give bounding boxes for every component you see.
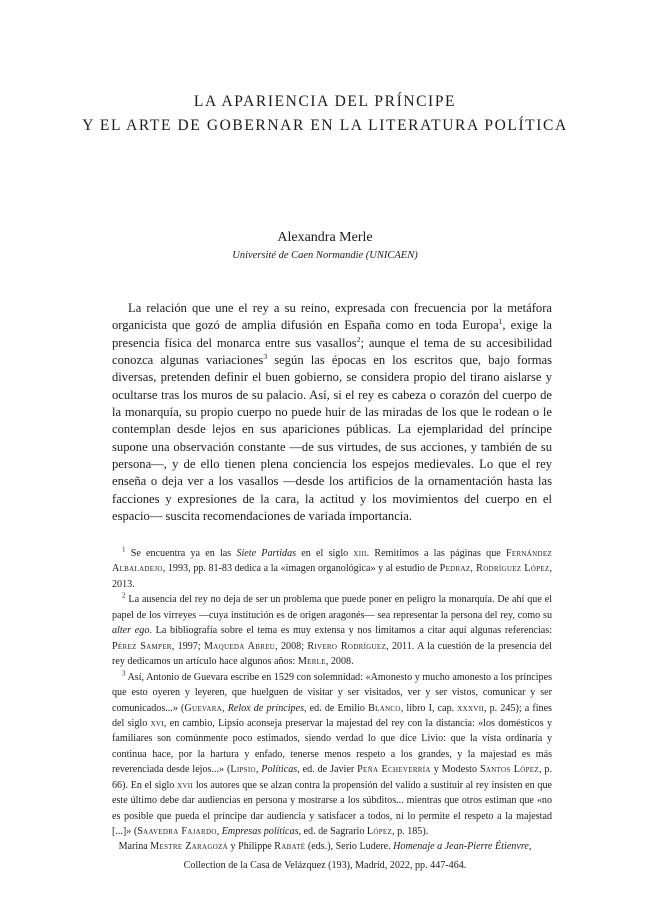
note-text: , — [222, 702, 228, 714]
footnote-number: 1 — [122, 545, 126, 554]
note-text: , 1997; — [171, 640, 204, 652]
author-affiliation: Université de Caen Normandie (UNICAEN) — [232, 250, 418, 261]
footnote-1 — [112, 546, 552, 592]
note-italic: Siete Partidas — [236, 548, 297, 559]
note-text: y Modesto — [430, 764, 480, 776]
cited-author: Saavedra Fajardo — [137, 826, 217, 838]
note-text: los autores que se alzan contra la propensión del valido a sustituir al rey insisten en que este último debe dar audiencias en persona y mostrarse a los súbditos... mientras que otros estiman que «no es posible que pueda el príncipe dar audiencia y satisfacer a todos, ni lo permite el respeto a la majestad [...]» ( — [112, 779, 552, 838]
editor-name: Rabaté — [274, 841, 306, 852]
footnote-3 — [112, 670, 552, 840]
note-text: Se encuentra ya en las — [130, 548, 237, 559]
citation-text: y Philippe — [228, 841, 275, 852]
note-italic: alter ego — [112, 625, 150, 637]
footnote-number: 2 — [122, 592, 126, 600]
body-text-segment: ; aunque el tema de su accesibilidad conozca algunas variaciones — [112, 335, 552, 368]
cited-author: Blanco — [368, 702, 401, 714]
footnotes — [112, 546, 552, 840]
note-text: , — [255, 764, 262, 776]
body-paragraph — [112, 300, 552, 525]
citation-text: Marina — [118, 841, 151, 852]
cited-author: Maqueda Abreu — [203, 640, 276, 652]
note-italic: Políticas — [261, 764, 298, 776]
note-text: , — [216, 826, 222, 838]
note-text: , 1993, pp. 81-83 dedica a la «imagen organológica» y al estudio de — [162, 563, 440, 575]
footnote-number: 3 — [122, 669, 126, 678]
body-text-segment: , exige la presencia física del monarca entre sus vasallos — [112, 318, 552, 350]
footnote-2 — [112, 592, 552, 669]
note-text: , libro I, cap. — [400, 702, 458, 714]
cited-author: Rivero Rodríguez — [307, 640, 387, 652]
chapter-title-line-2: Y EL ARTE DE GOBERNAR EN LA LITERATURA POLÍTICA — [82, 117, 568, 134]
note-smallcaps: xxxvii — [457, 702, 484, 714]
note-smallcaps: xvi — [150, 717, 164, 729]
note-text: , ed. de Emilio — [304, 702, 369, 714]
citation-text: (eds.), Serio Ludere. — [305, 841, 394, 852]
footnote-ref-1[interactable]: 1 — [498, 317, 503, 327]
note-text: en el siglo — [296, 548, 354, 559]
cited-author: Pérez Samper — [112, 640, 172, 652]
note-italic: Relox de príncipes — [227, 702, 305, 714]
note-text: , 2008; — [275, 640, 308, 652]
cited-author: Lipsio — [230, 764, 256, 776]
chapter-title — [0, 90, 650, 138]
note-text: , p. 66). En el siglo — [112, 764, 552, 791]
note-text: , 2008. — [325, 656, 354, 668]
cited-author: Peña Echeverría — [357, 764, 431, 776]
body-text — [112, 300, 552, 525]
book-title: Homenaje a Jean-Pierre Étienvre — [393, 841, 529, 852]
note-text: . Remitimos a las páginas que — [366, 548, 506, 559]
note-text: , ed. de Javier — [297, 764, 358, 776]
note-text: , p. 185). — [392, 826, 429, 838]
body-text-segment: La relación que une el rey a su reino, expresada con frecuencia por la metáfora organicista que gozó de amplia difusión en España como en toda Europa — [112, 301, 552, 333]
note-text: , p. 245); a fines del siglo — [112, 702, 552, 729]
body-text-segment: según las épocas en los escritos que, bajo formas diversas, pretenden definir el buen gobierno, se considera propio del tirano aislarse y ocultarse tras los muros de su palacio. Así, si el rey es cabeza o corazón del cuerpo de la monarquía, su propio cuerpo no puede huir de las miradas de los que le rodean o le contemplan desde lejos en sus apariciones públicas. La ejemplaridad del príncipe supone una observación constante —de sus virtudes, de sus acciones, y también de su persona—, y de ello tienen plena conciencia los espejos medievales. Lo que el rey enseña o deja ver a los vasallos —desde los artificios de la ornamentación hasta las facciones y expresiones de la cara, la actitud y los movimientos del cuerpo en el espacio— suscita recomendaciones de variada importancia. — [112, 353, 553, 524]
author-name: Alexandra Merle — [277, 230, 373, 245]
note-text: Así, Antonio de Guevara escribe en 1529 con solemnidad: «Amonesto y mucho amonesto a los príncipes que esto oyeren y leyeren, que huelguen de visitar y ser visitados, ver y ser vistos, comunicar y ser comunicados...» ( — [112, 671, 552, 714]
cited-author: Santos López — [479, 764, 539, 776]
cited-author: Guevara — [184, 702, 223, 714]
note-text: . La bibliografía sobre el tema es muy extensa y nos limitamos a citar aquí algunas referencias: — [149, 625, 552, 637]
cited-author: López — [366, 826, 393, 838]
chapter-title-line-1: LA APARIENCIA DEL PRÍNCIPE — [193, 93, 457, 110]
citation-line-2: Collection de la Casa de Velázquez (193), Madrid, 2022, pp. 447-464. — [183, 859, 467, 871]
cited-author: Pedraz, Rodríguez López — [439, 563, 550, 575]
cited-author: Merle — [297, 656, 326, 668]
footnote-ref-3[interactable]: 3 — [263, 351, 268, 361]
cited-author: Fernández Albaladejo — [112, 548, 552, 575]
citation-footer — [0, 838, 650, 875]
note-text: , 2013. — [112, 563, 552, 590]
footnote-ref-2[interactable]: 2 — [356, 334, 361, 344]
citation-text: , — [528, 841, 532, 852]
note-text: , en cambio, Lipsio aconseja preservar la majestad del rey con la distancia: «los domésticos y familiares son comúnmente poco estimados, siendo verdad lo que dice Livio: que la vista ordinaria y continua hace, por la hartura y enfado, tenerse menos respeto a los grandes, y la majestad es más reverenciada desde lejos...» ( — [112, 717, 552, 776]
editor-name: Mestre Zaragozá — [150, 841, 229, 852]
note-text: , 2011. A la cuestión de la presencia del rey dedicamos un artículo hace algunos años: — [112, 640, 552, 668]
note-italic: Empresas políticas — [221, 826, 299, 838]
note-smallcaps: xvii — [177, 779, 194, 791]
note-smallcaps: xiii — [353, 548, 367, 559]
citation-line-1 — [0, 838, 650, 857]
note-text: La ausencia del rey no deja de ser un problema que puede poner en peligro la monarquía. De ahí que el papel de los virreyes —cuya institución es de origen aragonés— sea representar la persona del rey, como su — [112, 594, 553, 621]
note-text: , ed. de Sagrario — [298, 826, 367, 838]
